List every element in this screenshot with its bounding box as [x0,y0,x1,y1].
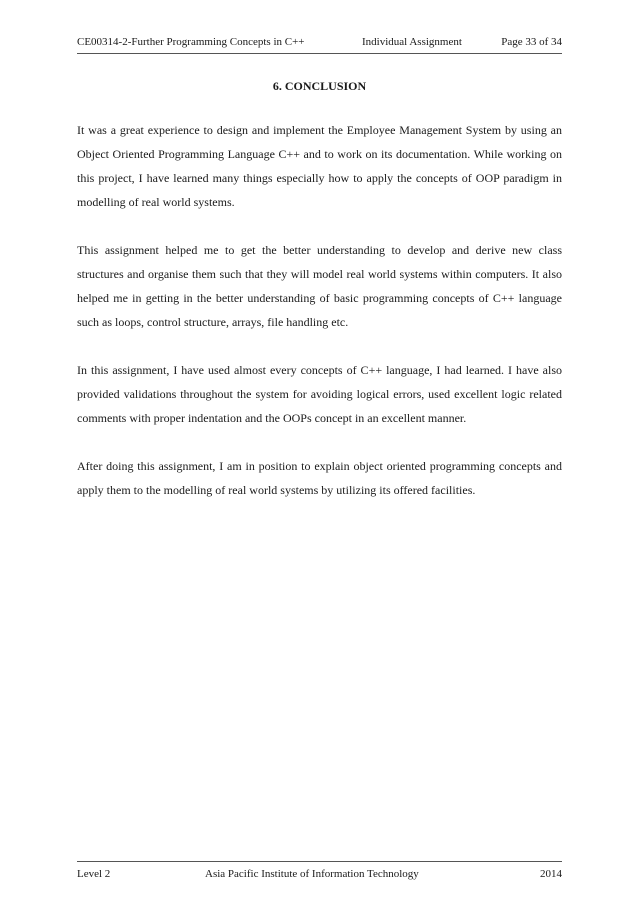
course-code: CE00314-2-Further Programming Concepts in C++ [77,36,305,48]
institute-name: Asia Pacific Institute of Information Technology [205,868,419,880]
level-label: Level 2 [77,868,111,880]
paragraph: It was a great experience to design and implement the Employee Management System by using an Object Oriented Programming Language C++ and to work on its documentation. While working on this project, I have learned many things especially how to apply the concepts of OOP paradigm in modelling of real world systems. [77,123,562,209]
page-footer [77,868,562,884]
header-divider [77,53,562,54]
assignment-type: Individual Assignment [362,36,462,48]
page-header [77,36,562,52]
paragraph: After doing this assignment, I am in position to explain object oriented programming concepts and apply them to the modelling of real world systems by utilizing its offered facilities. [77,459,562,497]
footer-divider [77,861,562,862]
paragraph: In this assignment, I have used almost every concepts of C++ language, I had learned. I have also provided validations throughout the system for avoiding logical errors, used excellent logic related comments with proper indentation and the OOPs concept in an excellent manner. [77,363,562,425]
year-label: 2014 [540,868,562,880]
section-heading: 6. CONCLUSION [272,79,367,93]
paragraph: This assignment helped me to get the better understanding to develop and derive new class structures and organise them such that they will model real world systems within computers. It also helped me in getting in the better understanding of basic programming concepts of C++ language such as loops, control structure, arrays, file handling etc. [77,243,562,329]
body-text [77,118,562,526]
page-number: Page 33 of 34 [501,36,562,48]
